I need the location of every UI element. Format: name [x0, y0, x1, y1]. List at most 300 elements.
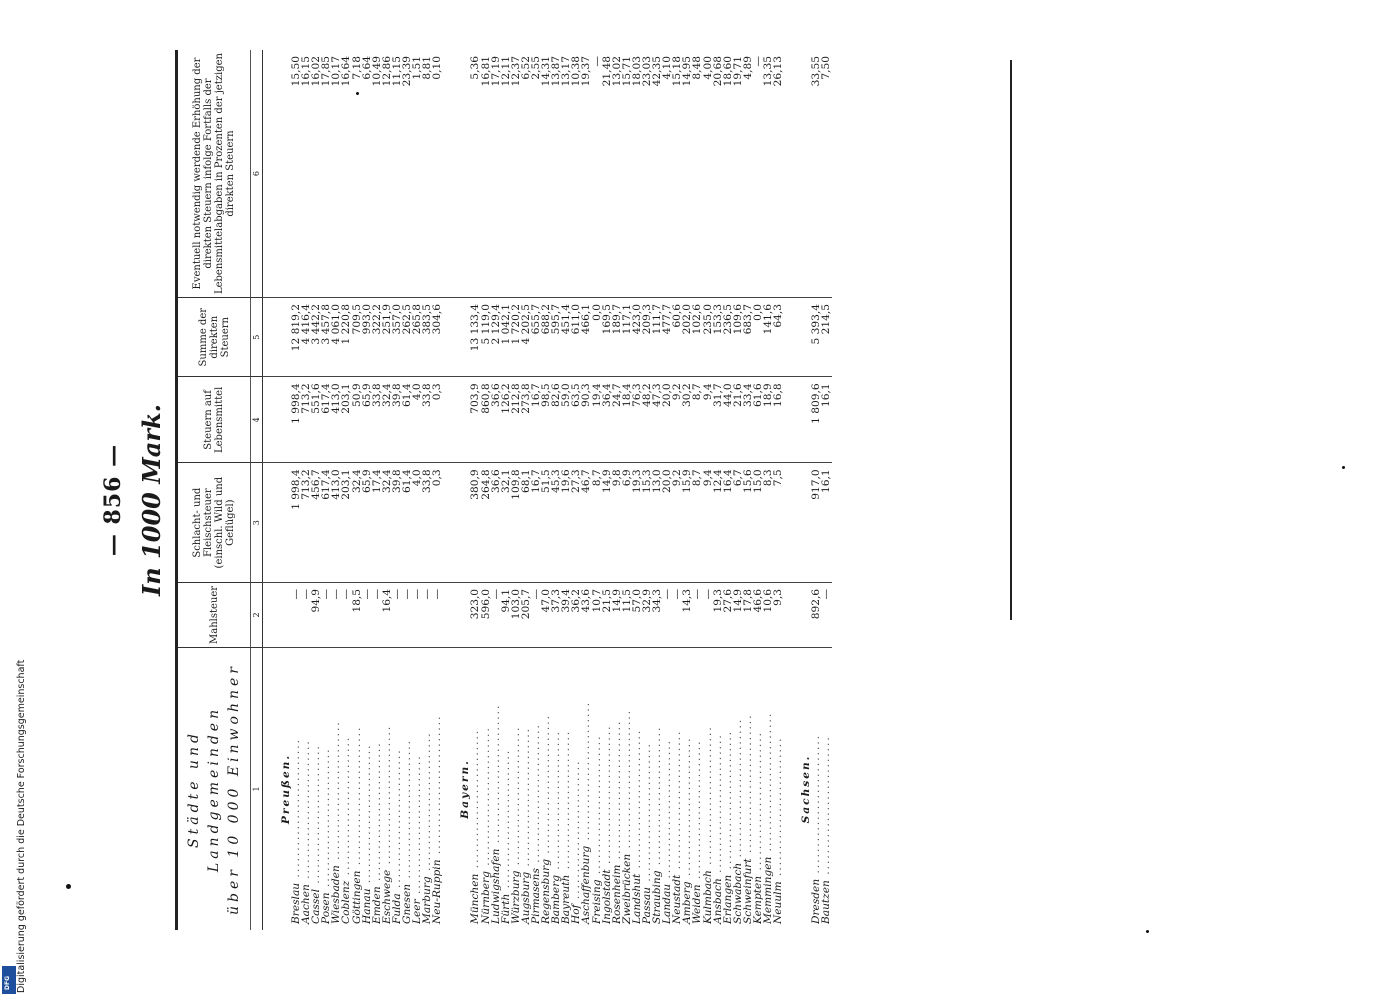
- empty-cell: [263, 463, 292, 583]
- value-cell: 1 042,1: [501, 298, 511, 377]
- value-cell: —: [422, 582, 432, 647]
- value-cell: 11,5: [622, 582, 632, 647]
- value-cell: 16,8: [773, 377, 783, 463]
- value-cell: 27,3: [571, 463, 581, 583]
- value-cell: 65,9: [362, 377, 372, 463]
- empty-cell: [783, 463, 811, 583]
- value-cell: 4 416,4: [301, 298, 311, 377]
- leader-dots: ..........................: [411, 754, 424, 900]
- header-city: [177, 648, 251, 931]
- value-cell: 65,9: [362, 463, 372, 583]
- value-cell: 9,2: [672, 377, 682, 463]
- value-cell: 14,9: [612, 582, 622, 647]
- section-title: Bayern.: [459, 759, 472, 819]
- value-cell: 12,11: [501, 50, 511, 298]
- leader-dots: ..........................: [600, 724, 613, 870]
- leader-dots: ..........................: [380, 724, 393, 870]
- city-name: Amberg: [681, 881, 694, 924]
- value-cell: 16,1: [821, 377, 831, 463]
- leader-dots: ..........................: [641, 742, 653, 888]
- header-city-line2: über 10 000 Einwohner: [226, 663, 242, 915]
- value-cell: 109,6: [733, 298, 743, 377]
- value-cell: 21,6: [733, 377, 743, 463]
- section-title: Preußen.: [279, 753, 292, 825]
- value-cell: 3 457,8: [321, 298, 331, 377]
- value-cell: 94,1: [501, 582, 511, 647]
- city-name: Leer: [411, 899, 424, 924]
- leader-dots: ..........................: [290, 737, 302, 883]
- leader-dots: ..........................: [772, 736, 785, 882]
- value-cell: 617,4: [321, 377, 331, 463]
- value-cell: 36,4: [602, 377, 612, 463]
- value-cell: 9,4: [703, 463, 713, 583]
- empty-cell: [263, 582, 292, 647]
- value-cell: 1,51: [412, 50, 422, 298]
- value-cell: 10,6: [763, 582, 773, 647]
- digitization-note: [16, 605, 28, 995]
- city-name: Neustadt: [671, 874, 684, 924]
- value-cell: 8,81: [422, 50, 432, 298]
- city-name: Göttingen: [350, 870, 363, 924]
- value-cell: 713,2: [301, 463, 311, 583]
- value-cell: 15,71: [622, 50, 632, 298]
- value-cell: 76,3: [632, 377, 642, 463]
- value-cell: 117,1: [622, 298, 632, 377]
- city-name: Eschwege: [380, 869, 393, 924]
- leader-dots: ..........................: [529, 723, 542, 869]
- empty-cell: [442, 463, 470, 583]
- header-city-line1: Städte und Landgemeinden: [186, 705, 222, 873]
- value-cell: 98,5: [541, 377, 551, 463]
- leader-dots: ..........................: [550, 730, 563, 875]
- table-row: [821, 50, 831, 930]
- value-cell: 1 220,8: [341, 298, 351, 377]
- city-name: Fürth: [499, 893, 512, 924]
- value-cell: 413,0: [331, 463, 341, 583]
- value-cell: 64,3: [773, 298, 783, 377]
- table-row: [432, 50, 442, 930]
- city-name: Erlangen: [721, 874, 734, 924]
- value-cell: 61,4: [402, 463, 412, 583]
- leader-dots: ..........................: [580, 700, 593, 846]
- value-cell: 0,3: [432, 463, 442, 583]
- column-number: 3: [251, 463, 263, 583]
- city-name: Passau: [641, 887, 653, 924]
- value-cell: 13,87: [551, 50, 561, 298]
- value-cell: 10,17: [331, 50, 341, 298]
- value-cell: —: [432, 582, 442, 647]
- value-cell: 214,5: [821, 298, 831, 377]
- city-name: Cassel: [310, 889, 323, 924]
- value-cell: 90,3: [581, 377, 591, 463]
- value-cell: 33,4: [743, 377, 753, 463]
- value-cell: 251,9: [382, 298, 392, 377]
- value-cell: 5,36: [470, 50, 480, 298]
- digitization-note-text: Digitalisierung gefördert durch die Deutsche Forschungsgemeinschaft: [16, 659, 27, 993]
- value-cell: 63,5: [571, 377, 581, 463]
- leader-dots: ..........................: [590, 734, 603, 880]
- value-cell: 860,8: [481, 377, 491, 463]
- leader-dots: ..........................: [610, 719, 623, 865]
- value-cell: 892,6: [811, 582, 821, 647]
- table-end-rule: [1010, 60, 1012, 620]
- value-cell: 596,0: [481, 582, 491, 647]
- city-name: Coblenz: [340, 880, 353, 924]
- value-cell: 709,5: [352, 298, 362, 377]
- city-name: Hof: [570, 904, 583, 924]
- value-cell: —: [531, 582, 541, 647]
- value-cell: —: [402, 582, 412, 647]
- rotated-page-content: [100, 0, 1225, 1000]
- value-cell: 4 061,0: [331, 298, 341, 377]
- value-cell: 20,68: [713, 50, 723, 298]
- value-cell: 16,64: [341, 50, 351, 298]
- value-cell: 4,0: [412, 377, 422, 463]
- dfg-logo: [2, 966, 16, 994]
- empty-cell: [783, 377, 811, 463]
- leader-dots: ..........................: [820, 735, 833, 881]
- value-cell: —: [821, 582, 831, 647]
- value-cell: 32,9: [642, 582, 652, 647]
- scan-speck: [66, 884, 71, 889]
- city-name: Zweibrücken: [620, 853, 633, 924]
- value-cell: —: [331, 582, 341, 647]
- value-cell: 16,15: [301, 50, 311, 298]
- value-cell: 16,02: [311, 50, 321, 298]
- city-name: Freising: [590, 879, 603, 924]
- value-cell: 19,6: [561, 463, 571, 583]
- column-number: 1: [251, 648, 263, 931]
- value-cell: 32,4: [382, 377, 392, 463]
- value-cell: —: [341, 582, 351, 647]
- value-cell: 8,7: [692, 377, 702, 463]
- value-cell: 32,4: [382, 463, 392, 583]
- value-cell: 12,37: [511, 50, 521, 298]
- value-cell: 4 202,5: [521, 298, 531, 377]
- city-name: Breslau: [290, 882, 302, 924]
- value-cell: 36,2: [571, 582, 581, 647]
- value-cell: —: [321, 582, 331, 647]
- value-cell: 18,5: [352, 582, 362, 647]
- leader-dots: ..........................: [509, 725, 522, 871]
- value-cell: 1 998,4: [291, 463, 301, 583]
- value-cell: —: [692, 582, 702, 647]
- header-mahlsteuer: Mahlsteuer: [177, 582, 251, 647]
- value-cell: 13,35: [763, 50, 773, 298]
- city-name: Straubing: [651, 870, 664, 924]
- value-cell: 17,8: [743, 582, 753, 647]
- header-lebensmittelsteuern: Steuern auf Lebensmittel: [177, 377, 251, 463]
- value-cell: 15,50: [291, 50, 301, 298]
- value-cell: 13 133,4: [470, 298, 480, 377]
- value-cell: 0,3: [432, 377, 442, 463]
- unit-title: In 1000 Mark.: [137, 404, 166, 596]
- value-cell: 264,8: [481, 463, 491, 583]
- leader-dots: ..........................: [671, 729, 684, 875]
- value-cell: 21,5: [602, 582, 612, 647]
- value-cell: —: [362, 582, 372, 647]
- section-heading-row: [442, 50, 470, 930]
- value-cell: 13,17: [561, 50, 571, 298]
- value-cell: 7,5: [773, 463, 783, 583]
- city-name-cell: [821, 648, 831, 931]
- value-cell: 3 442,2: [311, 298, 321, 377]
- city-name: Weiden: [691, 884, 704, 924]
- value-cell: 323,0: [470, 582, 480, 647]
- leader-dots: ..........................: [519, 726, 532, 872]
- empty-cell: [783, 50, 811, 298]
- value-cell: 380,9: [470, 463, 480, 583]
- value-cell: 13,0: [652, 463, 662, 583]
- value-cell: 617,4: [321, 463, 331, 583]
- value-cell: 23,39: [402, 50, 412, 298]
- city-name: Ludwigshafen: [489, 848, 502, 924]
- value-cell: 51,5: [541, 463, 551, 583]
- value-cell: 4,0: [412, 463, 422, 583]
- value-cell: 37,3: [551, 582, 561, 647]
- leader-dots: ..........................: [810, 733, 823, 879]
- value-cell: 82,6: [551, 377, 561, 463]
- leader-dots: ..........................: [721, 729, 734, 875]
- value-cell: 8,48: [692, 50, 702, 298]
- value-cell: 14,31: [541, 50, 551, 298]
- value-cell: 15,9: [682, 463, 692, 583]
- value-cell: 4,89: [743, 50, 753, 298]
- value-cell: 34,3: [652, 582, 662, 647]
- leader-dots: ..........................: [651, 725, 664, 871]
- value-cell: 46,6: [753, 582, 763, 647]
- value-cell: 32,4: [352, 463, 362, 583]
- value-cell: 203,1: [341, 463, 351, 583]
- value-cell: 456,7: [311, 463, 321, 583]
- value-cell: 39,4: [561, 582, 571, 647]
- value-cell: 61,6: [753, 377, 763, 463]
- empty-cell: [442, 377, 470, 463]
- value-cell: 47,0: [541, 582, 551, 647]
- value-cell: 6,52: [521, 50, 531, 298]
- header-erhoehung: Eventuell notwendig werdende Erhöhung der direkten Steuern infolge Fortfalls der Lebensmittelabgaben in Prozenten der jetzigen direkten Steuern: [177, 50, 251, 298]
- value-cell: 50,9: [352, 377, 362, 463]
- value-cell: 15,6: [743, 463, 753, 583]
- value-cell: 141,6: [763, 298, 773, 377]
- city-name: Pirmasens: [529, 868, 542, 924]
- value-cell: 14,95: [682, 50, 692, 298]
- leader-dots: ..........................: [421, 731, 434, 877]
- value-cell: 39,8: [392, 463, 402, 583]
- value-cell: 4,10: [662, 50, 672, 298]
- value-cell: 9,2: [672, 463, 682, 583]
- leader-dots: ..........................: [390, 748, 403, 894]
- value-cell: 477,7: [662, 298, 672, 377]
- city-name: Posen: [320, 892, 333, 924]
- city-name: Bamberg: [550, 874, 563, 924]
- value-cell: 111,7: [652, 298, 662, 377]
- leader-dots: ..........................: [560, 729, 573, 875]
- value-cell: 611,0: [571, 298, 581, 377]
- value-cell: 212,8: [511, 377, 521, 463]
- value-cell: —: [412, 582, 422, 647]
- value-cell: 917,0: [811, 463, 821, 583]
- leader-dots: ..........................: [701, 725, 714, 871]
- value-cell: 33,55: [811, 50, 821, 298]
- value-cell: 47,3: [652, 377, 662, 463]
- value-cell: 383,5: [422, 298, 432, 377]
- city-name: Nürnberg: [479, 871, 492, 924]
- city-name: Bayreuth: [560, 874, 573, 924]
- section-heading-row: [783, 50, 811, 930]
- city-name: Aachen: [300, 884, 313, 924]
- value-cell: —: [662, 582, 672, 647]
- value-cell: 8,7: [692, 463, 702, 583]
- city-name: Fulda: [390, 893, 403, 924]
- value-cell: 9,8: [612, 463, 622, 583]
- city-name: Kempten: [752, 875, 765, 924]
- value-cell: 18,9: [763, 377, 773, 463]
- value-cell: 202,0: [682, 298, 692, 377]
- value-cell: 273,8: [521, 377, 531, 463]
- city-name: Ansbach: [711, 878, 724, 924]
- city-name: Augsburg: [519, 871, 532, 924]
- value-cell: 2,55: [531, 50, 541, 298]
- leader-dots: ..........................: [731, 717, 744, 863]
- value-cell: 11,15: [392, 50, 402, 298]
- city-name: Ingolstadt: [600, 869, 613, 924]
- value-cell: —: [491, 582, 501, 647]
- scan-speck: [1146, 930, 1149, 933]
- value-cell: 209,3: [642, 298, 652, 377]
- column-number: 5: [251, 298, 263, 377]
- value-cell: 5 119,0: [481, 298, 491, 377]
- value-cell: 688,2: [541, 298, 551, 377]
- city-name: Schweinfurt: [741, 858, 754, 924]
- leader-dots: ..........................: [762, 711, 775, 857]
- city-name-cell: [773, 648, 783, 931]
- value-cell: 6,64: [362, 50, 372, 298]
- value-cell: 203,1: [341, 377, 351, 463]
- leader-dots: ..........................: [691, 739, 704, 885]
- value-cell: 44,0: [723, 377, 733, 463]
- value-cell: 2 129,4: [491, 298, 501, 377]
- value-cell: 48,2: [642, 377, 652, 463]
- city-name: Regensburg: [540, 858, 553, 924]
- city-name: Neu-Ruppin: [431, 859, 444, 924]
- value-cell: 6,9: [622, 463, 632, 583]
- empty-cell: [442, 50, 470, 298]
- value-cell: 16,4: [382, 582, 392, 647]
- city-name-cell: [432, 648, 442, 931]
- value-cell: 189,7: [612, 298, 622, 377]
- leader-dots: ..........................: [570, 759, 583, 905]
- column-number: 2: [251, 582, 263, 647]
- value-cell: 413,0: [331, 377, 341, 463]
- value-cell: 5 393,4: [811, 298, 821, 377]
- value-cell: 33,8: [422, 463, 432, 583]
- leader-dots: ..........................: [401, 738, 414, 884]
- city-name: Neuulm: [772, 881, 785, 924]
- leader-dots: ..........................: [350, 725, 363, 871]
- leader-dots: ..........................: [741, 713, 754, 859]
- value-cell: 61,4: [402, 377, 412, 463]
- value-cell: 42,35: [652, 50, 662, 298]
- value-cell: 14,9: [733, 582, 743, 647]
- city-name: Memmingen: [762, 856, 775, 924]
- scan-speck: [1342, 466, 1345, 469]
- leader-dots: ..........................: [711, 733, 724, 879]
- table-body: [263, 50, 832, 930]
- value-cell: 57,0: [632, 582, 642, 647]
- city-name: Dresden: [810, 878, 823, 924]
- leader-dots: ..........................: [630, 728, 643, 874]
- data-table: [175, 50, 832, 930]
- value-cell: 357,0: [392, 298, 402, 377]
- value-cell: 36,6: [491, 463, 501, 583]
- value-cell: 262,5: [402, 298, 412, 377]
- scan-speck: [356, 92, 359, 95]
- value-cell: 8,7: [592, 463, 602, 583]
- page-number: — 856 —: [100, 443, 126, 557]
- value-cell: 59,0: [561, 377, 571, 463]
- value-cell: 0,10: [432, 50, 442, 298]
- value-cell: 0,0: [753, 298, 763, 377]
- value-cell: 33,8: [422, 377, 432, 463]
- value-cell: 655,7: [531, 298, 541, 377]
- value-cell: 16,4: [723, 463, 733, 583]
- value-cell: —: [672, 582, 682, 647]
- leader-dots: ..........................: [661, 738, 674, 884]
- value-cell: 19,4: [592, 377, 602, 463]
- value-cell: —: [291, 582, 301, 647]
- leader-dots: ..........................: [540, 714, 553, 859]
- value-cell: 102,6: [692, 298, 702, 377]
- value-cell: 109,8: [511, 463, 521, 583]
- value-cell: 9,3: [773, 582, 783, 647]
- value-cell: 993,0: [362, 298, 372, 377]
- leader-dots: ..........................: [370, 741, 383, 887]
- value-cell: 14,3: [682, 582, 692, 647]
- leader-dots: ..........................: [431, 714, 444, 860]
- value-cell: 9,4: [703, 377, 713, 463]
- empty-cell: [263, 50, 292, 298]
- leader-dots: ..........................: [320, 747, 333, 893]
- value-cell: 12,4: [713, 463, 723, 583]
- value-cell: 15,3: [642, 463, 652, 583]
- empty-cell: [783, 582, 811, 647]
- value-cell: 236,5: [723, 298, 733, 377]
- value-cell: 46,7: [581, 463, 591, 583]
- empty-cell: [263, 377, 292, 463]
- value-cell: 19,37: [581, 50, 591, 298]
- value-cell: 15,18: [672, 50, 682, 298]
- empty-cell: [442, 298, 470, 377]
- value-cell: 7,18: [352, 50, 362, 298]
- empty-cell: [442, 582, 470, 647]
- leader-dots: ..........................: [330, 720, 343, 866]
- leader-dots: ..........................: [360, 743, 373, 889]
- city-name: Würzburg: [509, 870, 522, 924]
- value-cell: 17,19: [491, 50, 501, 298]
- value-cell: 12,86: [382, 50, 392, 298]
- value-cell: 14,9: [602, 463, 612, 583]
- city-name: Aschaffenburg: [580, 845, 593, 924]
- value-cell: 683,7: [743, 298, 753, 377]
- value-cell: 451,4: [561, 298, 571, 377]
- value-cell: 4,00: [703, 50, 713, 298]
- value-cell: 18,4: [622, 377, 632, 463]
- value-cell: 1 998,4: [291, 377, 301, 463]
- value-cell: 8,3: [763, 463, 773, 583]
- city-name: Kulmbach: [701, 870, 714, 924]
- value-cell: 20,0: [662, 463, 672, 583]
